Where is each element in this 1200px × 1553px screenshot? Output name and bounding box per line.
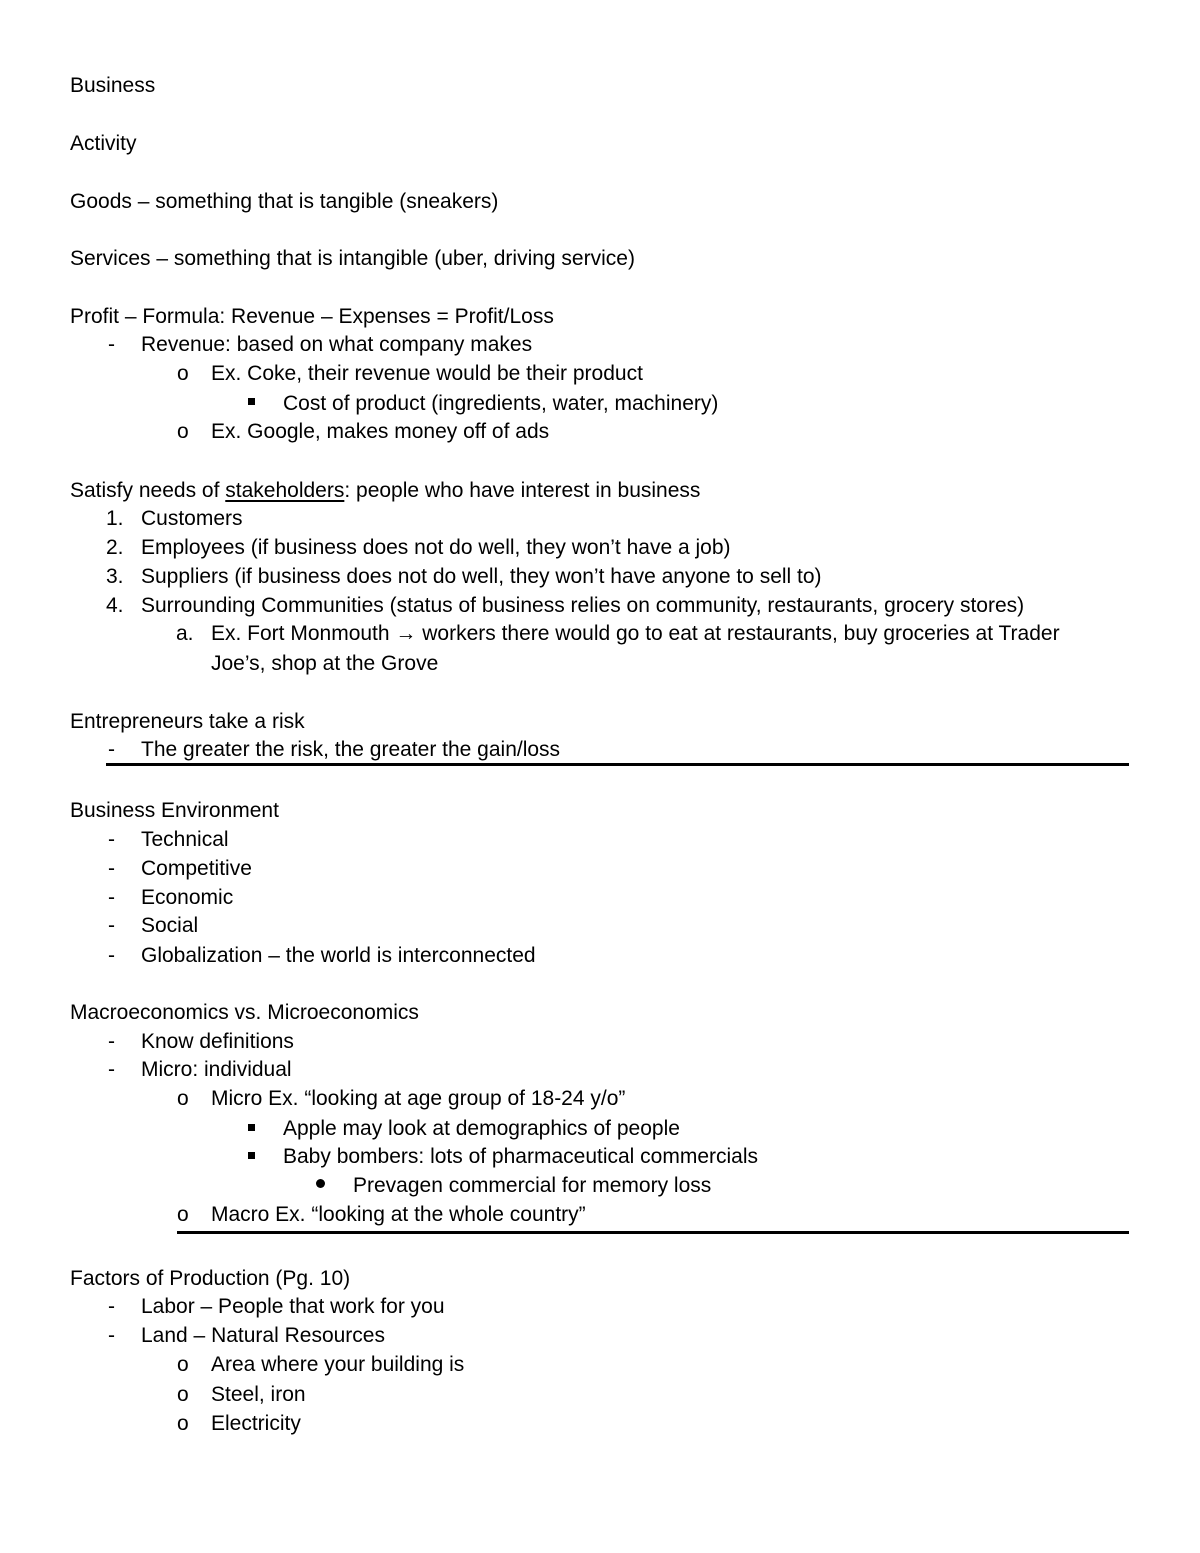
circle-marker: o	[177, 1087, 189, 1110]
line-apple-demographics: Apple may look at demographics of people	[283, 1117, 680, 1140]
list-item-technical: Technical	[141, 828, 229, 851]
square-bullet-icon	[248, 1124, 255, 1131]
circle-marker: o	[177, 362, 189, 385]
dash-marker: -	[108, 944, 115, 967]
square-bullet-icon	[248, 1152, 255, 1159]
dash-marker: -	[108, 1030, 115, 1053]
line-prevagen: Prevagen commercial for memory loss	[353, 1174, 712, 1197]
number-marker: 4.	[106, 594, 124, 617]
stakeholders-suffix: : people who have interest in business	[344, 479, 701, 502]
line-land: Land – Natural Resources	[141, 1324, 385, 1347]
dash-marker: -	[108, 828, 115, 851]
line-coke-example: Ex. Coke, their revenue would be their product	[211, 362, 643, 385]
circle-marker: o	[177, 1412, 189, 1435]
list-item-customers: Customers	[141, 507, 243, 530]
letter-marker: a.	[176, 622, 194, 645]
line-area-building: Area where your building is	[211, 1353, 465, 1376]
list-item-suppliers: Suppliers (if business does not do well, they won’t have anyone to sell to)	[141, 565, 822, 588]
line-goods: Goods – something that is tangible (sneakers)	[70, 190, 499, 213]
section-divider	[106, 763, 1129, 766]
number-marker: 3.	[106, 565, 124, 588]
heading-entrepreneurs: Entrepreneurs take a risk	[70, 710, 305, 733]
heading-profit: Profit – Formula: Revenue – Expenses = Profit/Loss	[70, 305, 554, 328]
heading-factors-of-production: Factors of Production (Pg. 10)	[70, 1267, 351, 1290]
list-item-communities: Surrounding Communities (status of business relies on community, restaurants, grocery stores)	[141, 594, 1025, 617]
dash-marker: -	[108, 738, 115, 761]
dash-marker: -	[108, 857, 115, 880]
line-electricity: Electricity	[211, 1412, 301, 1435]
heading-business-environment: Business Environment	[70, 799, 279, 822]
dash-marker: -	[108, 1058, 115, 1081]
line-revenue: Revenue: based on what company makes	[141, 333, 533, 356]
circle-marker: o	[177, 1353, 189, 1376]
line-cost-of-product: Cost of product (ingredients, water, machinery)	[283, 392, 719, 415]
round-bullet-icon	[316, 1179, 325, 1188]
line-fort-monmouth-continued: Joe’s, shop at the Grove	[211, 652, 439, 675]
line-steel-iron: Steel, iron	[211, 1383, 306, 1406]
stakeholders-term: stakeholders	[225, 479, 345, 502]
dash-marker: -	[108, 333, 115, 356]
circle-marker: o	[177, 1383, 189, 1406]
list-item-globalization: Globalization – the world is interconnected	[141, 944, 536, 967]
line-labor: Labor – People that work for you	[141, 1295, 445, 1318]
dash-marker: -	[108, 886, 115, 909]
square-bullet-icon	[248, 398, 255, 405]
example-rest: workers there would go to eat at restaurants, buy groceries at Trader	[422, 622, 1060, 645]
line-micro-individual: Micro: individual	[141, 1058, 292, 1081]
dash-marker: -	[108, 914, 115, 937]
line-activity: Activity	[70, 132, 137, 155]
dash-marker: -	[108, 1324, 115, 1347]
line-services: Services – something that is intangible (uber, driving service)	[70, 247, 635, 270]
list-item-economic: Economic	[141, 886, 234, 909]
number-marker: 2.	[106, 536, 124, 559]
circle-marker: o	[177, 420, 189, 443]
dash-marker: -	[108, 1295, 115, 1318]
example-start: Ex. Fort Monmouth	[211, 622, 390, 645]
line-macro-example: Macro Ex. “looking at the whole country”	[211, 1203, 586, 1226]
line-baby-bombers: Baby bombers: lots of pharmaceutical commercials	[283, 1145, 759, 1168]
line-know-definitions: Know definitions	[141, 1030, 294, 1053]
section-divider	[177, 1231, 1129, 1234]
line-risk-gain: The greater the risk, the greater the gain/loss	[141, 738, 561, 761]
heading-business: Business	[70, 74, 156, 97]
arrow-icon: →	[395, 622, 417, 645]
stakeholders-prefix: Satisfy needs of	[70, 479, 226, 502]
number-marker: 1.	[106, 507, 124, 530]
list-item-competitive: Competitive	[141, 857, 252, 880]
list-item-social: Social	[141, 914, 199, 937]
circle-marker: o	[177, 1203, 189, 1226]
line-google-example: Ex. Google, makes money off of ads	[211, 420, 550, 443]
heading-stakeholders	[70, 479, 700, 503]
heading-macro-micro: Macroeconomics vs. Microeconomics	[70, 1001, 419, 1024]
line-fort-monmouth-example	[211, 622, 1060, 646]
line-micro-example: Micro Ex. “looking at age group of 18-24 y/o”	[211, 1087, 626, 1110]
list-item-employees: Employees (if business does not do well, they won’t have a job)	[141, 536, 731, 559]
